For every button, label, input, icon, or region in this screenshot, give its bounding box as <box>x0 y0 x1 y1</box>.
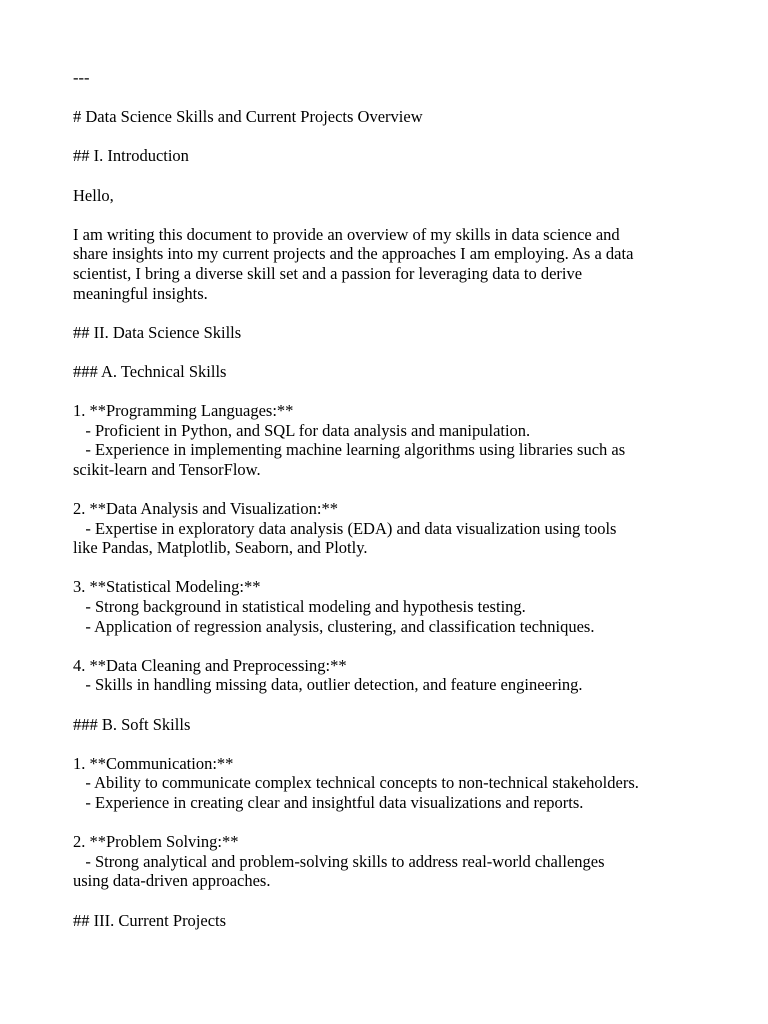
blank-line <box>73 166 728 186</box>
numbered-list-item: 1. **Communication:** <box>73 753 234 773</box>
blank-line <box>73 205 728 225</box>
text-line: Hello, <box>73 185 114 205</box>
section-heading: ## III. Current Projects <box>73 910 227 930</box>
section-heading: ## I. Introduction <box>73 146 189 166</box>
text-line: scientist, I bring a diverse skill set and a passion for leveraging data to derive <box>73 263 583 283</box>
bullet-item: - Experience in implementing machine learning algorithms using libraries such as <box>73 440 626 460</box>
blank-line <box>73 636 728 656</box>
bullet-item: - Expertise in exploratory data analysis (EDA) and data visualization using tools <box>73 518 617 538</box>
numbered-list-item: 2. **Data Analysis and Visualization:** <box>73 499 338 519</box>
bullet-item: - Ability to communicate complex technical concepts to non-technical stakeholders. <box>73 773 639 793</box>
blank-line <box>73 891 728 911</box>
subsection-heading: ### B. Soft Skills <box>73 714 191 734</box>
blank-line <box>73 813 728 833</box>
section-heading: ## II. Data Science Skills <box>73 322 242 342</box>
bullet-item: - Application of regression analysis, clustering, and classification techniques. <box>73 616 595 636</box>
blank-line <box>73 558 728 578</box>
subsection-heading: ### A. Technical Skills <box>73 361 227 381</box>
text-line: share insights into my current projects and the approaches I am employing. As a data <box>73 244 634 264</box>
text-line: using data-driven approaches. <box>73 871 271 891</box>
blank-line <box>73 734 728 754</box>
blank-line <box>73 695 728 715</box>
numbered-list-item: 3. **Statistical Modeling:** <box>73 577 261 597</box>
numbered-list-item: 4. **Data Cleaning and Preprocessing:** <box>73 655 347 675</box>
bullet-item: - Skills in handling missing data, outlier detection, and feature engineering. <box>73 675 583 695</box>
text-line: meaningful insights. <box>73 283 208 303</box>
numbered-list-item: 1. **Programming Languages:** <box>73 401 294 421</box>
blank-line <box>73 479 728 499</box>
blank-line <box>73 88 728 108</box>
front-matter-rule: --- <box>73 68 90 87</box>
bullet-item: - Proficient in Python, and SQL for data analysis and manipulation. <box>73 420 531 440</box>
blank-line <box>73 303 728 323</box>
document-title: # Data Science Skills and Current Projects Overview <box>73 107 423 127</box>
blank-line <box>73 382 728 402</box>
blank-line <box>73 127 728 147</box>
bullet-item: - Strong analytical and problem-solving skills to address real-world challenges <box>73 851 605 871</box>
bullet-item: - Strong background in statistical modeling and hypothesis testing. <box>73 597 526 617</box>
numbered-list-item: 2. **Problem Solving:** <box>73 832 239 852</box>
bullet-item: - Experience in creating clear and insightful data visualizations and reports. <box>73 792 584 812</box>
document-body <box>73 68 728 930</box>
text-line: like Pandas, Matplotlib, Seaborn, and Plotly. <box>73 538 368 558</box>
text-line: I am writing this document to provide an overview of my skills in data science and <box>73 224 620 244</box>
text-line: scikit-learn and TensorFlow. <box>73 459 261 479</box>
blank-line <box>73 342 728 362</box>
